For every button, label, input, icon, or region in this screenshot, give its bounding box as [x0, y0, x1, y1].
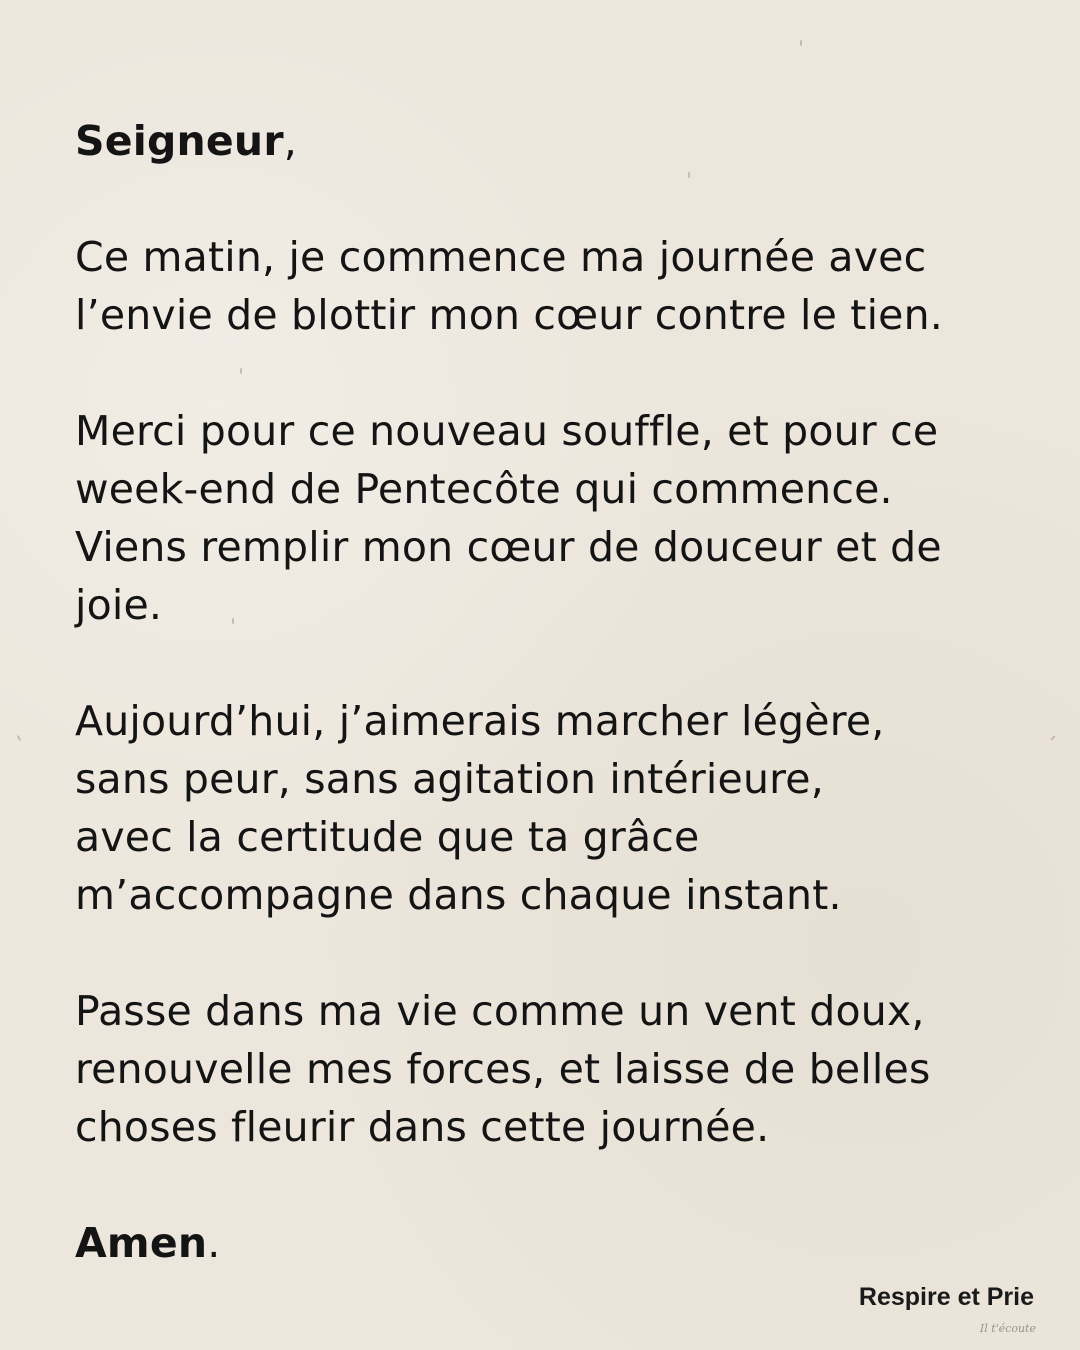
- paragraph-gap: [75, 1156, 1035, 1214]
- salutation-word: Seigneur: [75, 117, 284, 165]
- paper-speck: [1050, 735, 1056, 741]
- salutation-punctuation: ,: [283, 117, 297, 165]
- paragraph-gap: [75, 924, 1035, 982]
- prayer-text: [75, 112, 1035, 1272]
- closing: [75, 1214, 1035, 1272]
- prayer-paragraph-2: Merci pour ce nouveau souffle, et pour ce week-end de Pentecôte qui commence. Viens remplir mon cœur de douceur et de joie.: [75, 407, 942, 629]
- prayer-paragraph-4: Passe dans ma vie comme un vent doux, renouvelle mes forces, et laisse de belles choses fleurir dans cette journée.: [75, 987, 931, 1151]
- paragraph-gap: [75, 634, 1035, 692]
- closing-punctuation: .: [207, 1219, 221, 1267]
- brand-tagline: Il t'écoute: [979, 1322, 1036, 1335]
- paper-speck: [17, 735, 22, 741]
- prayer-paragraph-3: Aujourd’hui, j’aimerais marcher légère, sans peur, sans agitation intérieure, avec la certitude que ta grâce m’accompagne dans chaque instant.: [75, 697, 885, 919]
- prayer-paragraph-1: Ce matin, je commence ma journée avec l’envie de blottir mon cœur contre le tien.: [75, 233, 944, 339]
- paper-speck: [800, 40, 802, 46]
- paragraph-gap: [75, 344, 1035, 402]
- closing-word: Amen: [75, 1219, 208, 1267]
- paragraph-gap: [75, 170, 1035, 228]
- brand-signature: Respire et Prie: [858, 1283, 1034, 1311]
- salutation: [75, 112, 1035, 170]
